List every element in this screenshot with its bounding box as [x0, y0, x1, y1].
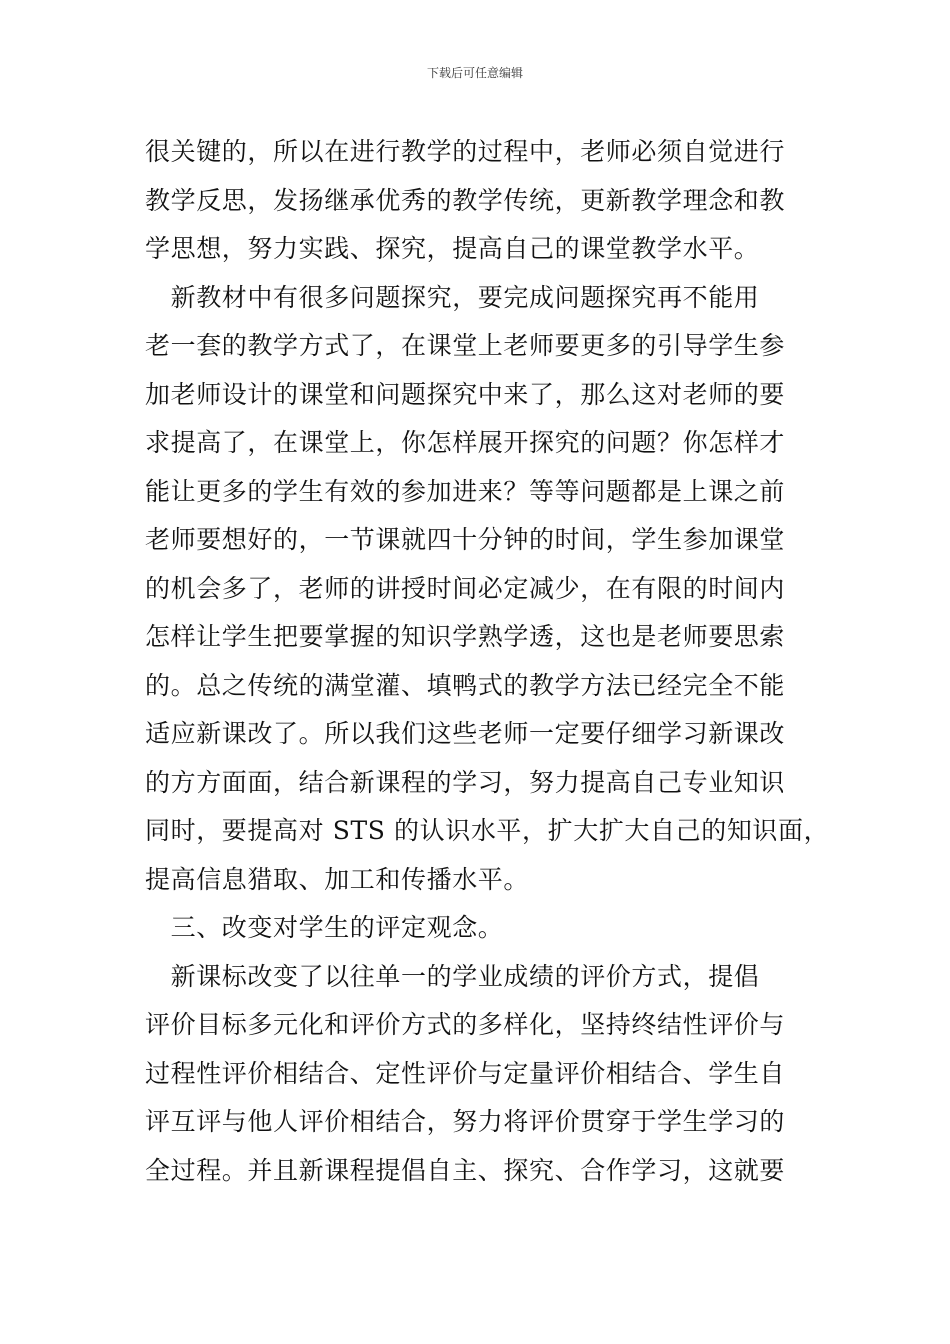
- text-line: 怎样让学生把要掌握的知识学熟学透，这也是老师要思索: [145, 622, 786, 651]
- page-header: 下载后可任意编辑: [426, 66, 523, 80]
- text-line: 老一套的教学方式了，在课堂上老师要更多的引导学生参: [145, 331, 786, 360]
- text-line: 提高信息猎取、加工和传播水平。: [145, 864, 530, 894]
- text-line: 评价目标多元化和评价方式的多样化，坚持终结性评价与: [145, 1010, 786, 1039]
- text-line: 能让更多的学生有效的参加进来？等等问题都是上课之前: [145, 476, 786, 506]
- section-heading: 三、改变对学生的评定观念。: [145, 913, 504, 942]
- text-line: 过程性评价相结合、定性评价与定量评价相结合、学生自: [145, 1058, 786, 1088]
- text-line: 教学反思，发扬继承优秀的教学传统，更新教学理念和教: [145, 185, 786, 215]
- text-line: 的。总之传统的满堂灌、填鸭式的教学方法已经完全不能: [145, 670, 786, 700]
- text-line: 很关键的，所以在进行教学的过程中，老师必须自觉进行: [145, 137, 786, 166]
- text-line: 同时，要提高对 STS 的认识水平，扩大扩大自己的知识面，: [145, 816, 830, 845]
- text-line: 的机会多了，老师的讲授时间必定减少，在有限的时间内: [145, 573, 786, 603]
- text-line: 学思想，努力实践、探究，提高自己的课堂教学水平。: [145, 234, 760, 263]
- text-line: 加老师设计的课堂和问题探究中来了，那么这对老师的要: [145, 379, 786, 409]
- text-line: 全过程。并且新课程提倡自主、探究、合作学习，这就要: [145, 1155, 786, 1185]
- text-line: 求提高了，在课堂上，你怎样展开探究的问题？你怎样才: [145, 428, 786, 457]
- text-line: 的方方面面，结合新课程的学习，努力提高自己专业知识: [145, 767, 786, 797]
- text-line: 适应新课改了。所以我们这些老师一定要仔细学习新课改: [145, 719, 786, 748]
- text-line: 新课标改变了以往单一的学业成绩的评价方式，提倡: [145, 961, 760, 991]
- text-line: 老师要想好的，一节课就四十分钟的时间，学生参加课堂: [145, 525, 786, 554]
- body-text: [145, 128, 830, 1195]
- text-line: 新教材中有很多问题探究，要完成问题探究再不能用: [145, 282, 760, 312]
- text-line: 评互评与他人评价相结合，努力将评价贯穿于学生学习的: [145, 1107, 786, 1136]
